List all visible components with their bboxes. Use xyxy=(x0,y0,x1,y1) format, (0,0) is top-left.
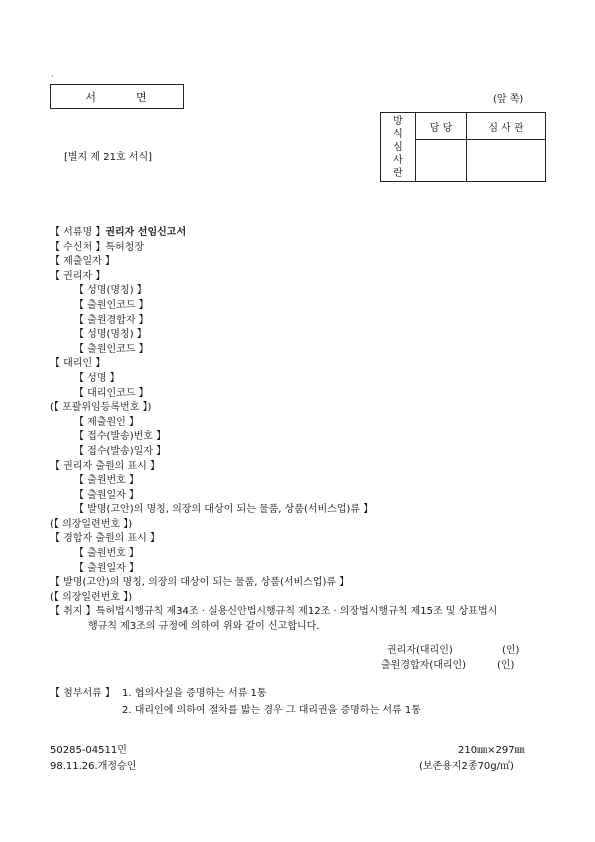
recipient-line: 【 수신처 】특허청장 xyxy=(50,241,144,253)
submitter-line: 【 제출원인 】 xyxy=(74,416,139,428)
corner-mark: · xyxy=(51,72,54,81)
comp-app-no: 【 출원번호 】 xyxy=(74,548,139,560)
agent-code: 【 대리인코드 】 xyxy=(74,387,149,399)
comp-invention: 【 발명(고안)의 명칭, 의장의 대상이 되는 물품, 상품(서비스업)류 】 xyxy=(50,577,350,589)
attachments-label: 【 첨부서류 】 xyxy=(50,688,115,699)
signature-2-label: 출원경합자(대리인) xyxy=(381,660,467,671)
attachment-item-1: 1. 협의사실을 증명하는 서류 1통 xyxy=(122,688,267,699)
agent-name: 【 성명 】 xyxy=(74,372,120,384)
rh-name-2: 【 성명(명칭) 】 xyxy=(74,329,147,341)
rh-app-date: 【 출원일자 】 xyxy=(74,489,139,501)
comp-app-label: 【 경합자 출원의 표시 】 xyxy=(50,533,160,545)
rh-code-1: 【 출원인코드 】 xyxy=(74,299,149,311)
attachments xyxy=(50,685,421,719)
footer-size: 210㎜×297㎜ xyxy=(458,745,525,756)
review-examiner-header: 심 사 관 xyxy=(467,113,546,140)
front-page-label: (앞 쪽) xyxy=(493,94,524,105)
receipt-no-line: 【 접수(발송)번호 】 xyxy=(74,431,167,443)
review-vertical-label: 방 식 심 사 란 xyxy=(381,113,416,182)
rh-partner: 【 출원경합자 】 xyxy=(74,314,149,326)
form-body xyxy=(50,226,497,635)
rh-code-2: 【 출원인코드 】 xyxy=(74,343,149,355)
rh-app-label: 【 권리자 출원의 표시 】 xyxy=(50,460,160,472)
agent-line: 【 대리인 】 xyxy=(50,358,106,370)
right-holder-line: 【 권리자 】 xyxy=(50,270,106,282)
review-charge-header: 담 당 xyxy=(416,113,467,140)
doc-name-value: 권리자 선임신고서 xyxy=(105,227,187,238)
review-box xyxy=(380,112,546,182)
title-box xyxy=(50,84,184,109)
comp-app-date: 【 출원일자 】 xyxy=(74,562,139,574)
receipt-date-line: 【 접수(발송)일자 】 xyxy=(74,445,167,457)
rh-name-1: 【 성명(명칭) 】 xyxy=(74,285,147,297)
form-number: [별지 제 21호 서식] xyxy=(64,152,153,163)
title-part-2: 면 xyxy=(136,90,149,104)
submit-date-line: 【 제출일자 】 xyxy=(50,256,115,268)
design-serial-2: (【 의장일련번호 】) xyxy=(50,591,133,603)
signature-2-seal: (인) xyxy=(497,660,515,671)
review-examiner-cell xyxy=(467,140,546,182)
signature-1-label: 권리자(대리인) xyxy=(387,645,453,656)
footer-approval: 98.11.26.개정승인 xyxy=(50,761,137,772)
purpose-line-1: 【 취지 】특허법시행규칙 제34조 · 실용신안법시행규칙 제12조 · 의장법시행규칙 제15조 및 상표법시 xyxy=(50,606,498,618)
review-charge-cell xyxy=(416,140,467,182)
rh-invention: 【 발명(고안)의 명칭, 의장의 대상이 되는 물품, 상품(서비스업)류 】 xyxy=(74,504,374,516)
title-part-1: 서 xyxy=(85,90,98,104)
attachment-item-2: 2. 대리인에 의하여 절차를 밟는 경우 그 대리권을 증명하는 서류 1통 xyxy=(122,705,421,716)
signature-1-seal: (인) xyxy=(502,645,520,656)
purpose-line-2: 행규칙 제3조의 규정에 의하여 위와 같이 신고합니다. xyxy=(88,621,320,633)
blanket-poa-line: (【 포괄위임등록번호 】) xyxy=(50,402,152,414)
rh-app-no: 【 출원번호 】 xyxy=(74,475,139,487)
design-serial-1: (【 의장일련번호 】) xyxy=(50,518,133,530)
footer-code: 50285-04511민 xyxy=(50,745,127,756)
doc-name-line: 【 서류명 】권리자 선임신고서 xyxy=(50,227,187,238)
footer-paper: (보존용지2종70g/㎡) xyxy=(419,761,514,772)
